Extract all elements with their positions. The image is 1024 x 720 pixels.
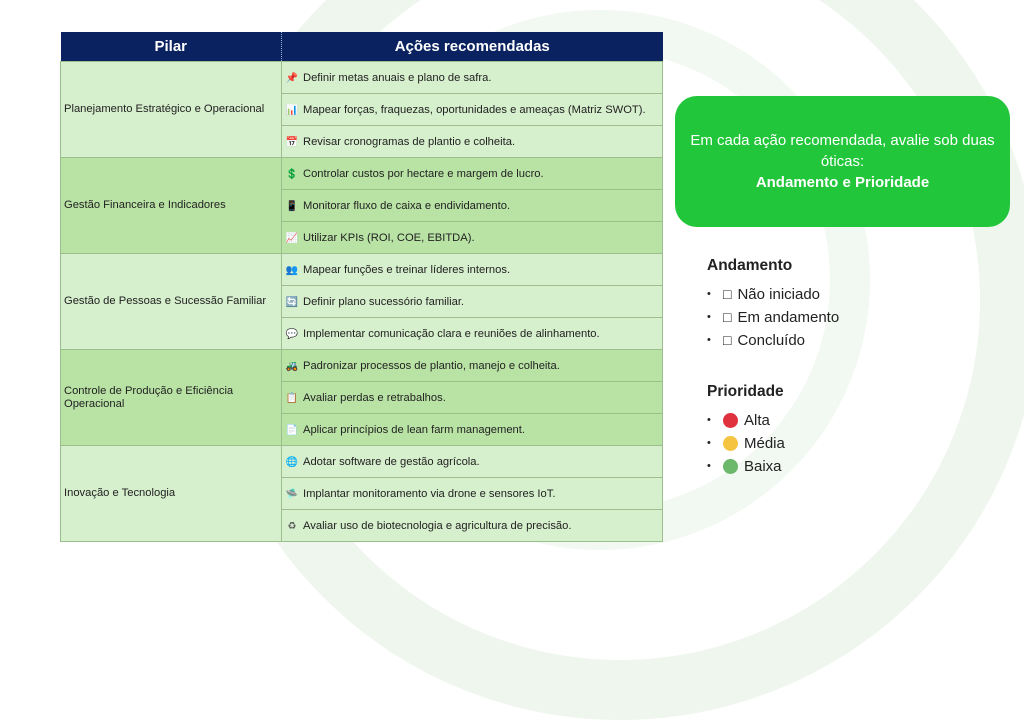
- header-pilar: Pilar: [61, 32, 282, 62]
- acao-cell: [282, 286, 663, 318]
- acao-text: Aplicar princípios de lean farm management.: [303, 423, 525, 436]
- acao-cell: [282, 158, 663, 190]
- pilar-cell: Inovação e Tecnologia: [61, 446, 282, 542]
- table-row: [61, 446, 663, 478]
- checkbox-icon: □: [723, 286, 732, 302]
- actions-table: [60, 32, 663, 542]
- andamento-label: Concluído: [737, 332, 806, 349]
- pilar-cell: Controle de Produção e Eficiência Operacional: [61, 350, 282, 446]
- andamento-item: [707, 306, 839, 329]
- prioridade-label: Média: [744, 435, 785, 452]
- acao-cell: [282, 414, 663, 446]
- andamento-item: [707, 329, 839, 352]
- prioridade-item: [707, 409, 785, 432]
- andamento-title: Andamento: [707, 257, 793, 274]
- table-row: [61, 254, 663, 286]
- header-acoes: Ações recomendadas: [282, 32, 663, 62]
- acao-text: Mapear forças, fraquezas, oportunidades e ameaças (Matriz SWOT).: [303, 103, 646, 116]
- acao-icon: 📈: [285, 232, 299, 244]
- andamento-list: [707, 283, 839, 352]
- prioridade-item: [707, 432, 785, 455]
- acao-text: Adotar software de gestão agrícola.: [303, 455, 480, 468]
- acao-icon: 🚜: [285, 360, 299, 372]
- pilar-cell: Planejamento Estratégico e Operacional: [61, 62, 282, 158]
- acao-cell: [282, 222, 663, 254]
- priority-dot-icon: [723, 459, 738, 474]
- acao-text: Avaliar uso de biotecnologia e agricultura de precisão.: [303, 519, 572, 532]
- acao-text: Revisar cronogramas de plantio e colheita.: [303, 135, 516, 148]
- table-row: [61, 350, 663, 382]
- callout-text: Em cada ação recomendada, avalie sob duas óticas:: [690, 132, 995, 170]
- andamento-label: Em andamento: [737, 309, 840, 326]
- checkbox-icon: □: [723, 332, 732, 348]
- acao-cell: [282, 126, 663, 158]
- acao-icon: 🔄: [285, 296, 299, 308]
- prioridade-label: Alta: [744, 412, 770, 429]
- table-body: [61, 62, 663, 542]
- acao-icon: 📱: [285, 200, 299, 212]
- acao-icon: 📅: [285, 136, 299, 148]
- priority-dot-icon: [723, 413, 738, 428]
- acao-icon: 📄: [285, 424, 299, 436]
- acao-cell: [282, 478, 663, 510]
- bullet-icon: •: [707, 311, 711, 323]
- acao-icon: 📋: [285, 392, 299, 404]
- bullet-icon: •: [707, 414, 711, 426]
- evaluation-callout: [675, 96, 1010, 227]
- andamento-item: [707, 283, 839, 306]
- acao-icon: 🌐: [285, 456, 299, 468]
- prioridade-label: Baixa: [744, 458, 782, 475]
- acao-icon: 📊: [285, 104, 299, 116]
- acao-text: Implantar monitoramento via drone e sensores IoT.: [303, 487, 556, 500]
- acao-icon: 📌: [285, 72, 299, 84]
- bullet-icon: •: [707, 334, 711, 346]
- acao-text: Definir metas anuais e plano de safra.: [303, 71, 492, 84]
- bullet-icon: •: [707, 437, 711, 449]
- acao-cell: [282, 318, 663, 350]
- acao-icon: 💲: [285, 168, 299, 180]
- acao-icon: ♻: [287, 520, 297, 532]
- table-row: [61, 62, 663, 94]
- prioridade-legend: [707, 383, 785, 478]
- callout-emphasis: Andamento e Prioridade: [755, 174, 930, 191]
- acao-icon: 🛸: [285, 488, 299, 500]
- acao-cell: [282, 94, 663, 126]
- acao-text: Padronizar processos de plantio, manejo e colheita.: [303, 359, 560, 372]
- table-header-row: [61, 32, 663, 62]
- acao-cell: [282, 254, 663, 286]
- acao-text: Utilizar KPIs (ROI, COE, EBITDA).: [303, 231, 475, 244]
- acao-text: Avaliar perdas e retrabalhos.: [303, 391, 446, 404]
- bullet-icon: •: [707, 460, 711, 472]
- acao-cell: [282, 190, 663, 222]
- prioridade-item: [707, 455, 785, 478]
- acao-icon: 💬: [285, 328, 299, 340]
- checkbox-icon: □: [723, 309, 732, 325]
- acao-icon: 👥: [285, 264, 299, 276]
- andamento-legend: [707, 257, 839, 352]
- acao-text: Mapear funções e treinar líderes internos.: [303, 263, 511, 276]
- pilar-cell: Gestão Financeira e Indicadores: [61, 158, 282, 254]
- acao-text: Definir plano sucessório familiar.: [303, 295, 465, 308]
- acao-text: Controlar custos por hectare e margem de lucro.: [303, 167, 544, 180]
- bullet-icon: •: [707, 288, 711, 300]
- pilar-cell: Gestão de Pessoas e Sucessão Familiar: [61, 254, 282, 350]
- acao-cell: [282, 62, 663, 94]
- acao-cell: [282, 350, 663, 382]
- andamento-label: Não iniciado: [737, 286, 821, 303]
- priority-dot-icon: [723, 436, 738, 451]
- acao-cell: [282, 382, 663, 414]
- acao-text: Monitorar fluxo de caixa e endividamento.: [303, 199, 511, 212]
- prioridade-title: Prioridade: [707, 383, 784, 400]
- acao-cell: [282, 446, 663, 478]
- table-row: [61, 158, 663, 190]
- acao-text: Implementar comunicação clara e reuniões de alinhamento.: [303, 327, 600, 340]
- acao-cell: [282, 510, 663, 542]
- prioridade-list: [707, 409, 785, 478]
